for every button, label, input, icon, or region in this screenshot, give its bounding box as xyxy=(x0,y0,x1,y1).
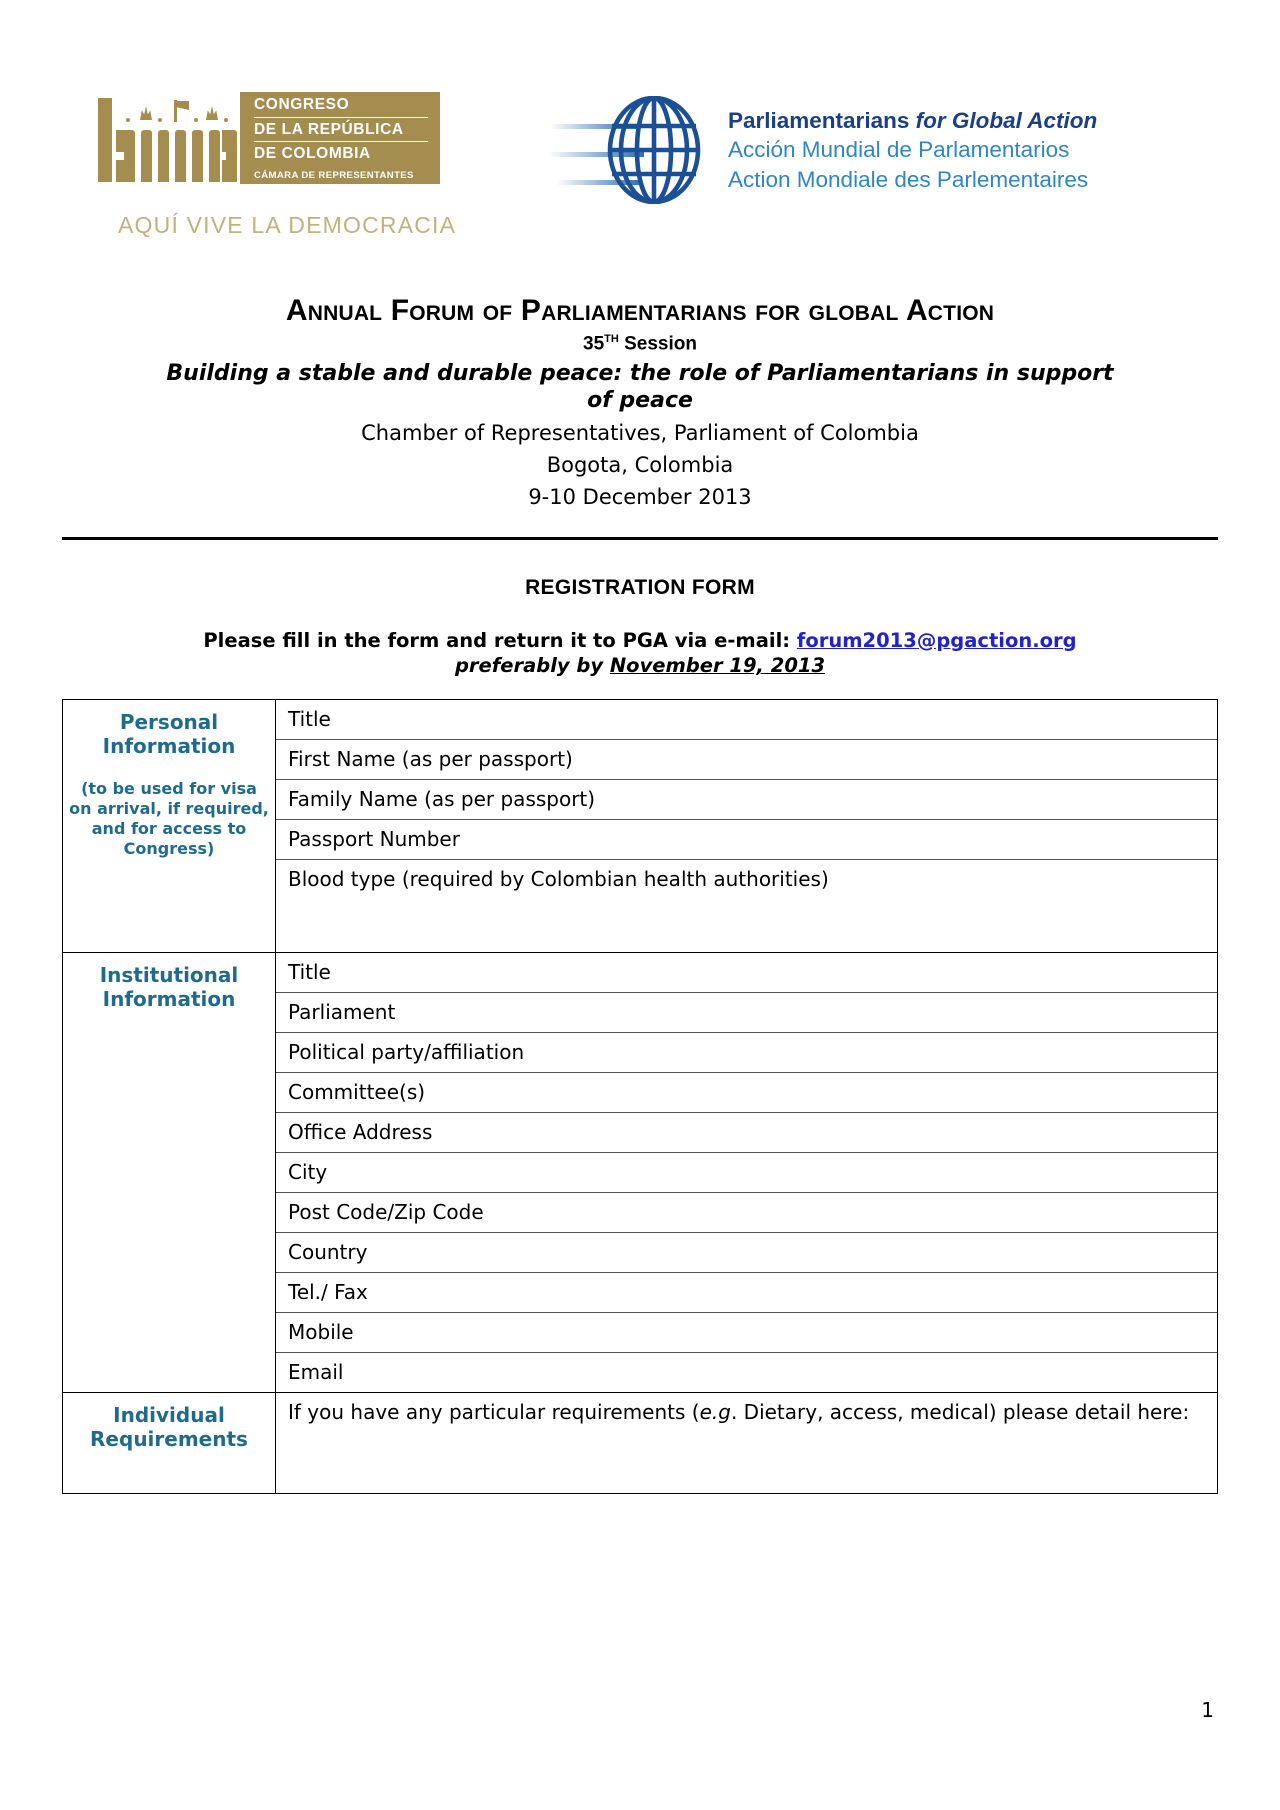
field-label-mobile[interactable]: Mobile xyxy=(276,1313,1217,1353)
logo-header xyxy=(0,0,1280,278)
globe-icon xyxy=(548,96,718,204)
congreso-wordmark xyxy=(240,92,440,184)
table-row xyxy=(63,700,1218,953)
divider xyxy=(62,537,1218,540)
field-label-first-name[interactable]: First Name (as per passport) xyxy=(276,740,1217,780)
session-line: 35TH Session xyxy=(583,333,697,355)
requirements-text-a: If you have any particular requirements ( xyxy=(288,1400,700,1425)
section-title: Individual Requirements xyxy=(90,1403,248,1452)
field-label-committees[interactable]: Committee(s) xyxy=(276,1073,1217,1113)
field-label-tel-fax[interactable]: Tel./ Fax xyxy=(276,1273,1217,1313)
congreso-line-1: CONGRESO xyxy=(254,95,428,117)
field-label-passport-number[interactable]: Passport Number xyxy=(276,820,1217,860)
registration-form-table xyxy=(62,699,1218,1494)
field-label-blood-type[interactable]: Blood type (required by Colombian health authorities) xyxy=(288,867,829,892)
congreso-building-icon xyxy=(98,92,240,184)
page-title: Annual Forum of Parliamentarians for global Action xyxy=(285,294,995,327)
section-fields-individual-requirements xyxy=(276,1393,1218,1494)
instruction-prefix: Please fill in the form and return it to PGA via e-mail: xyxy=(203,628,797,652)
section-note: (to be used for visa on arrival, if required, and for access to Congress) xyxy=(69,778,269,858)
field-label-post-code[interactable]: Post Code/Zip Code xyxy=(276,1193,1217,1233)
field-label-parliament[interactable]: Parliament xyxy=(276,993,1217,1033)
email-link[interactable]: forum2013@pgaction.org xyxy=(796,628,1077,652)
congreso-line-2: DE LA REPÚBLICA xyxy=(254,120,428,142)
section-label-institutional-information xyxy=(63,953,276,1393)
section-label-individual-requirements xyxy=(63,1393,276,1494)
pga-line-2: Acción Mundial de Parlamentarios xyxy=(728,137,1070,163)
section-fields-institutional-information xyxy=(276,953,1218,1393)
page-number: 1 xyxy=(1201,1698,1214,1722)
field-label-country[interactable]: Country xyxy=(276,1233,1217,1273)
deadline-prefix: preferably by xyxy=(454,654,610,678)
field-label-title[interactable]: Title xyxy=(276,700,1217,740)
field-label-family-name[interactable]: Family Name (as per passport) xyxy=(276,780,1217,820)
field-label-office-address[interactable]: Office Address xyxy=(276,1113,1217,1153)
pga-line-1: Parliamentarians for Global Action xyxy=(728,108,1098,134)
congreso-line-3: DE COLOMBIA xyxy=(254,145,371,163)
event-city: Bogota, Colombia xyxy=(546,452,734,477)
field-label-city[interactable]: City xyxy=(276,1153,1217,1193)
instruction-line-2 xyxy=(0,653,1280,679)
deadline-date: November 19, 2013 xyxy=(609,654,826,678)
congreso-colombia-logo xyxy=(98,92,440,184)
section-title: Institutional Information xyxy=(99,963,239,1012)
table-row xyxy=(63,953,1218,1393)
congreso-tagline: AQUÍ VIVE LA DEMOCRACIA xyxy=(118,212,457,238)
section-label-personal-information xyxy=(63,700,276,953)
event-title-block xyxy=(0,294,1280,511)
section-fields-personal-information xyxy=(276,700,1218,953)
field-label-requirements[interactable] xyxy=(276,1393,1217,1493)
form-instruction xyxy=(0,628,1280,679)
pga-line-3: Action Mondiale des Parlementaires xyxy=(728,166,1089,192)
field-label-inst-title[interactable]: Title xyxy=(276,953,1217,993)
section-title: Personal Information xyxy=(102,710,236,759)
event-subtitle: Building a stable and durable peace: the role of Parliamentarians in support of peace xyxy=(166,361,1114,414)
instruction-line-1 xyxy=(0,628,1280,654)
form-title: REGISTRATION FORM xyxy=(525,575,755,599)
requirements-text-b: . Dietary, access, medical) please detail here: xyxy=(730,1400,1190,1425)
event-dates: 9-10 December 2013 xyxy=(528,484,752,509)
requirements-text-em: e.g xyxy=(699,1400,731,1425)
field-label-email[interactable]: Email xyxy=(288,1360,344,1385)
event-venue: Chamber of Representatives, Parliament of Colombia xyxy=(361,420,919,445)
table-row xyxy=(63,1393,1218,1494)
congreso-subline: CÁMARA DE REPRESENTANTES xyxy=(254,169,414,181)
pga-logo xyxy=(548,96,1097,204)
field-label-political-party[interactable]: Political party/affiliation xyxy=(276,1033,1217,1073)
